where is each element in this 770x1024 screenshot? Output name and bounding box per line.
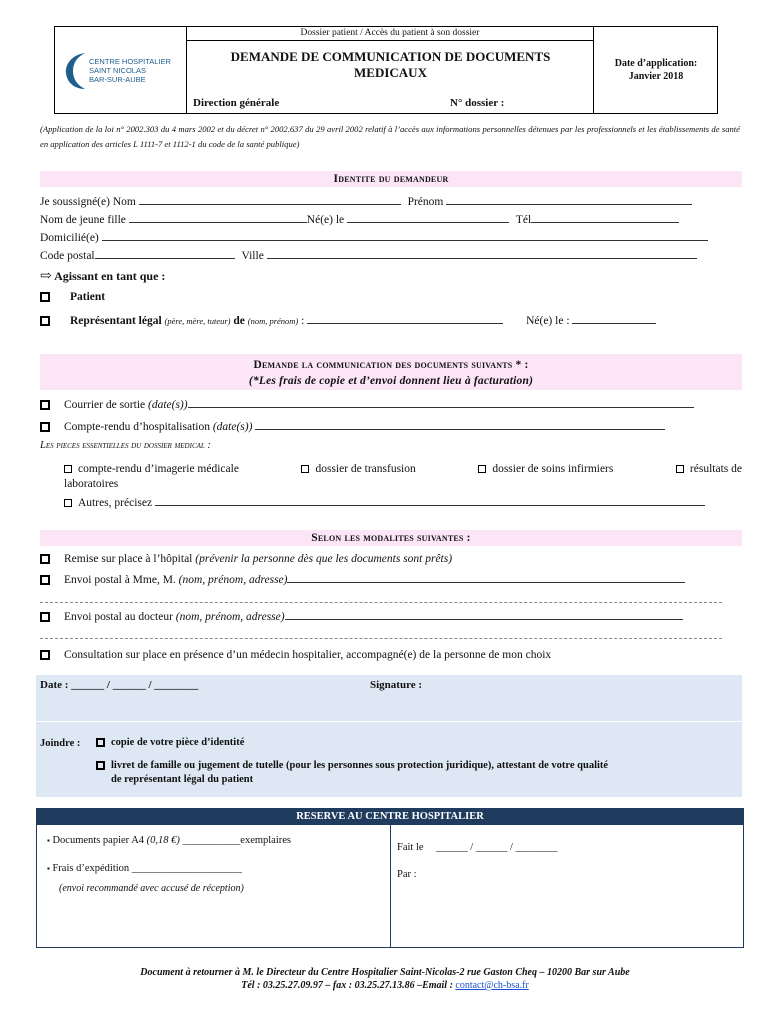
autres-checkbox[interactable] [64, 499, 72, 507]
domicile-row: Domicilié(e) [40, 230, 708, 244]
law-text: (Application de la loi n° 2002.303 du 4 mars 2002 et du décret n° 2002.637 du 29 avril 2002 relatif à l’accès aux informations personnelles détenues par les professionnels et les établissements de santé en application des articles L 1111-7 et 1112-1 du code de la santé publique) [40, 124, 740, 149]
livret-option: livret de famille ou jugement de tutelle (pour les personnes sous protection juridique), attestant de votre qualité de représentant légal du patient [96, 759, 608, 787]
footer [0, 966, 770, 992]
consultation-checkbox[interactable] [40, 650, 50, 660]
identite-section-title: Identite du demandeur [40, 171, 742, 187]
prenom-field[interactable] [446, 194, 692, 205]
frais-row: ▪ Frais d’expédition _____________________ [47, 863, 243, 874]
logo-line3: BAR-SUR-AUBE [89, 75, 146, 84]
courrier-field[interactable] [188, 397, 694, 408]
representant-field[interactable] [307, 313, 503, 324]
domicile-field[interactable] [102, 230, 708, 241]
bullet-icon: ▪ [47, 836, 50, 845]
envoi-docteur-checkbox[interactable] [40, 612, 50, 622]
soins-checkbox[interactable] [478, 465, 486, 473]
footer-address: Document à retourner à M. le Directeur du Centre Hospitalier Saint-Nicolas-2 rue Gaston Cheq – 10200 Bar sur Aube [140, 967, 630, 978]
courrier-option: Courrier de sortie (date(s)) [40, 397, 694, 411]
copie-checkbox[interactable] [96, 738, 105, 747]
cr-hosp-field[interactable] [255, 419, 665, 430]
reserve-box [36, 808, 744, 948]
autres-field[interactable] [155, 495, 705, 506]
cr-hosp-checkbox[interactable] [40, 422, 50, 432]
logo-line2: SAINT NICOLAS [89, 66, 146, 75]
patient-option: Patient [40, 291, 105, 303]
direction-label: Direction générale [193, 97, 280, 109]
demande-section-title: Demande la communication des documents suivants * : (*Les frais de copie et d’envoi donnent lieu à facturation) [40, 354, 742, 390]
labo-checkbox[interactable] [676, 465, 684, 473]
footer-contact: Tél : 03.25.27.09.97 – fax : 03.25.27.13.86 –Email : contact@ch-bsa.fr [241, 980, 529, 991]
cp-row: Code postal Ville [40, 248, 697, 262]
date-cell [593, 27, 718, 113]
top-label: Dossier patient / Accès du patient à son dossier [187, 27, 594, 41]
nom-field[interactable] [139, 194, 401, 205]
cp-field[interactable] [95, 248, 235, 259]
signature-block [36, 675, 742, 797]
pieces-options: compte-rendu d’imagerie médicale dossier de transfusion dossier de soins infirmiers résultats de laboratoires Autres, précisez [64, 463, 742, 509]
representant-option: Représentant légal (père, mère, tuteur) de (nom, prénom) : Né(e) le : [40, 313, 656, 327]
date-application-value: Janvier 2018 [628, 71, 684, 82]
envoi-mme-field-line2[interactable] [40, 592, 722, 603]
par-label: Par : [397, 869, 417, 880]
remise-checkbox[interactable] [40, 554, 50, 564]
bullet-icon: ▪ [47, 864, 50, 873]
jeune-fille-field[interactable] [129, 212, 307, 223]
reserve-title: RESERVE AU CENTRE HOSPITALIER [37, 809, 743, 825]
envoi-mme-checkbox[interactable] [40, 575, 50, 585]
form-title: DEMANDE DE COMMUNICATION DE DOCUMENTS MEDICAUX [230, 49, 551, 80]
livret-checkbox[interactable] [96, 761, 105, 770]
envoi-docteur-option: Envoi postal au docteur (nom, prénom, adresse) [40, 609, 683, 623]
dossier-number-label: N° dossier : [450, 97, 505, 109]
arrow-right-icon: ⇨ [40, 269, 52, 284]
agissant-row: ⇨ Agissant en tant que : [40, 269, 166, 284]
envoi-mme-option: Envoi postal à Mme, M. (nom, prénom, adresse) [40, 572, 685, 586]
header-box [54, 26, 718, 114]
nom-row: Je soussigné(e) Nom Prénom [40, 194, 692, 208]
ville-field[interactable] [267, 248, 697, 259]
email-link[interactable]: contact@ch-bsa.fr [455, 980, 529, 991]
consultation-option: Consultation sur place en présence d’un médecin hospitalier, accompagné(e) de la personne de mon choix [40, 649, 551, 661]
date-application-label: Date d’application: [614, 58, 698, 69]
date-field[interactable]: Date : ______ / ______ / ________ [40, 679, 199, 691]
imagerie-checkbox[interactable] [64, 465, 72, 473]
pieces-title: Les pieces essentielles du dossier medical : [40, 440, 211, 451]
frais-note: (envoi recommandé avec accusé de réception) [59, 883, 244, 894]
signature-label: Signature : [370, 679, 423, 691]
birth-date-field[interactable] [347, 212, 509, 223]
cr-hosp-option: Compte-rendu d’hospitalisation (date(s)) [40, 419, 665, 433]
jeune-fille-row: Nom de jeune fille Né(e) le Tél [40, 212, 679, 226]
tel-field[interactable] [531, 212, 679, 223]
envoi-mme-field[interactable] [287, 572, 685, 583]
fait-le-row: Fait le ______ / ______ / ________ [397, 842, 558, 853]
hospital-logo-icon [63, 51, 91, 91]
logo-cell [55, 27, 187, 113]
joindre-label: Joindre : [40, 738, 81, 749]
envoi-docteur-field-line2[interactable] [40, 628, 722, 639]
patient-checkbox[interactable] [40, 292, 50, 302]
docs-papier-row: ▪ Documents papier A4 (0,18 €) ___________exemplaires [47, 835, 292, 846]
transfusion-checkbox[interactable] [301, 465, 309, 473]
envoi-docteur-field[interactable] [285, 609, 683, 620]
courrier-checkbox[interactable] [40, 400, 50, 410]
copie-option: copie de votre pièce d’identité [96, 737, 244, 748]
representant-checkbox[interactable] [40, 316, 50, 326]
rep-birth-field[interactable] [572, 313, 656, 324]
modalites-section-title: Selon les modalites suivantes : [40, 530, 742, 546]
logo-line1: CENTRE HOSPITALIER [89, 57, 171, 66]
remise-option: Remise sur place à l’hôpital (prévenir la personne dès que les documents sont prêts) [40, 553, 452, 565]
